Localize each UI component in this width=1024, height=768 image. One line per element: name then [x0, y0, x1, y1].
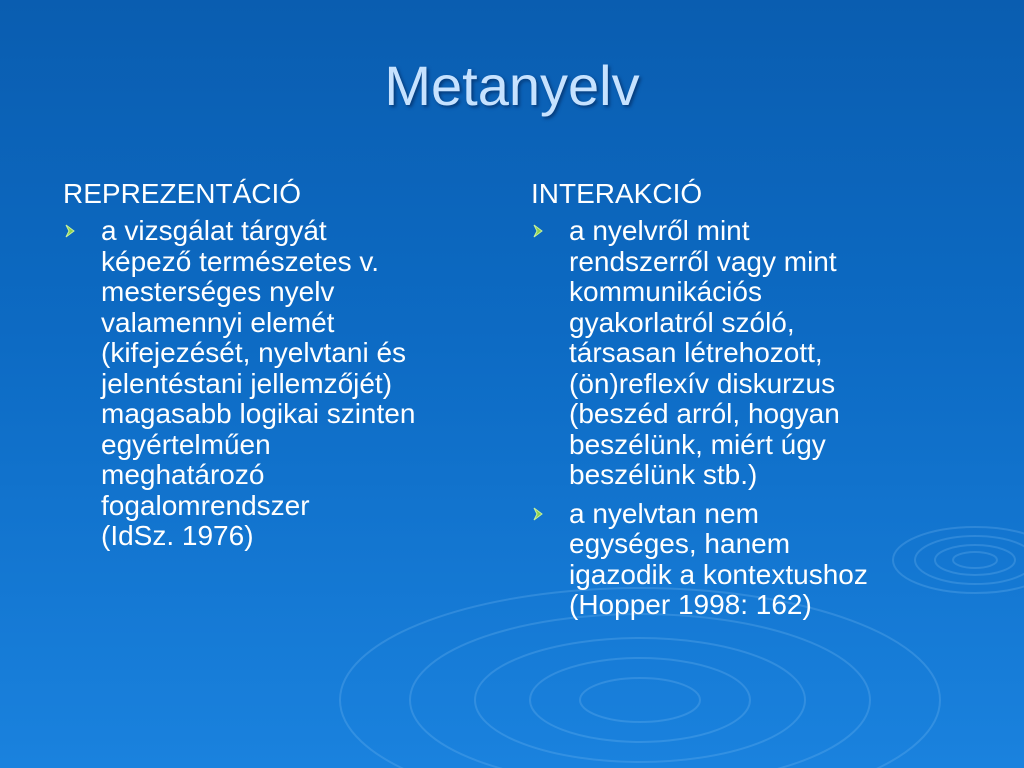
- bullet-line: a nyelvtan nem: [569, 497, 759, 529]
- right-column: [531, 178, 951, 629]
- list-item: [531, 216, 951, 491]
- bullet-line: fogalomrendszer: [101, 489, 310, 521]
- bullet-line: beszélünk stb.): [569, 459, 758, 490]
- bullet-line: (ön)reflexív diskurzus: [569, 367, 836, 399]
- right-heading: INTERAKCIÓ: [531, 178, 703, 209]
- list-item: [63, 216, 503, 552]
- bullet-line: (kifejezését, nyelvtani és: [101, 337, 407, 368]
- bullet-line: magasabb logikai szinten: [101, 398, 416, 429]
- bullet-line: gyakorlatról szóló,: [569, 306, 795, 338]
- list-item: [531, 499, 951, 621]
- bullet-line: kommunikációs: [569, 276, 762, 307]
- chevron-right-icon: [63, 223, 79, 239]
- left-bullet-list: [63, 216, 503, 552]
- slide-title: Metanyelv: [384, 54, 640, 117]
- chevron-right-icon: [531, 506, 547, 522]
- bullet-line: a nyelvről mint: [569, 215, 750, 246]
- bullet-line: egységes, hanem: [569, 528, 791, 559]
- left-column: [63, 178, 503, 560]
- bullet-line: képező természetes v.: [101, 245, 380, 277]
- bullet-line: egyértelműen: [101, 428, 271, 460]
- bullet-line: (beszéd arról, hogyan: [569, 398, 840, 429]
- right-bullet-list: [531, 216, 951, 621]
- bullet-line: társasan létrehozott,: [569, 337, 823, 368]
- bullet-line: igazodik a kontextushoz: [569, 558, 868, 590]
- chevron-right-icon: [531, 223, 547, 239]
- bullet-line: rendszerről vagy mint: [569, 245, 837, 277]
- left-heading: REPREZENTÁCIÓ: [63, 178, 302, 209]
- bullet-line: meghatározó: [101, 459, 265, 490]
- bullet-line: jelentéstani jellemzőjét): [101, 367, 393, 399]
- bullet-line: beszélünk, miért úgy: [569, 428, 826, 460]
- bullet-line: valamennyi elemét: [101, 306, 335, 338]
- bullet-line: (Hopper 1998: 162): [569, 589, 812, 620]
- bullet-line: a vizsgálat tárgyát: [101, 215, 327, 246]
- bullet-line: mesterséges nyelv: [101, 276, 335, 307]
- bullet-line: (IdSz. 1976): [101, 520, 254, 551]
